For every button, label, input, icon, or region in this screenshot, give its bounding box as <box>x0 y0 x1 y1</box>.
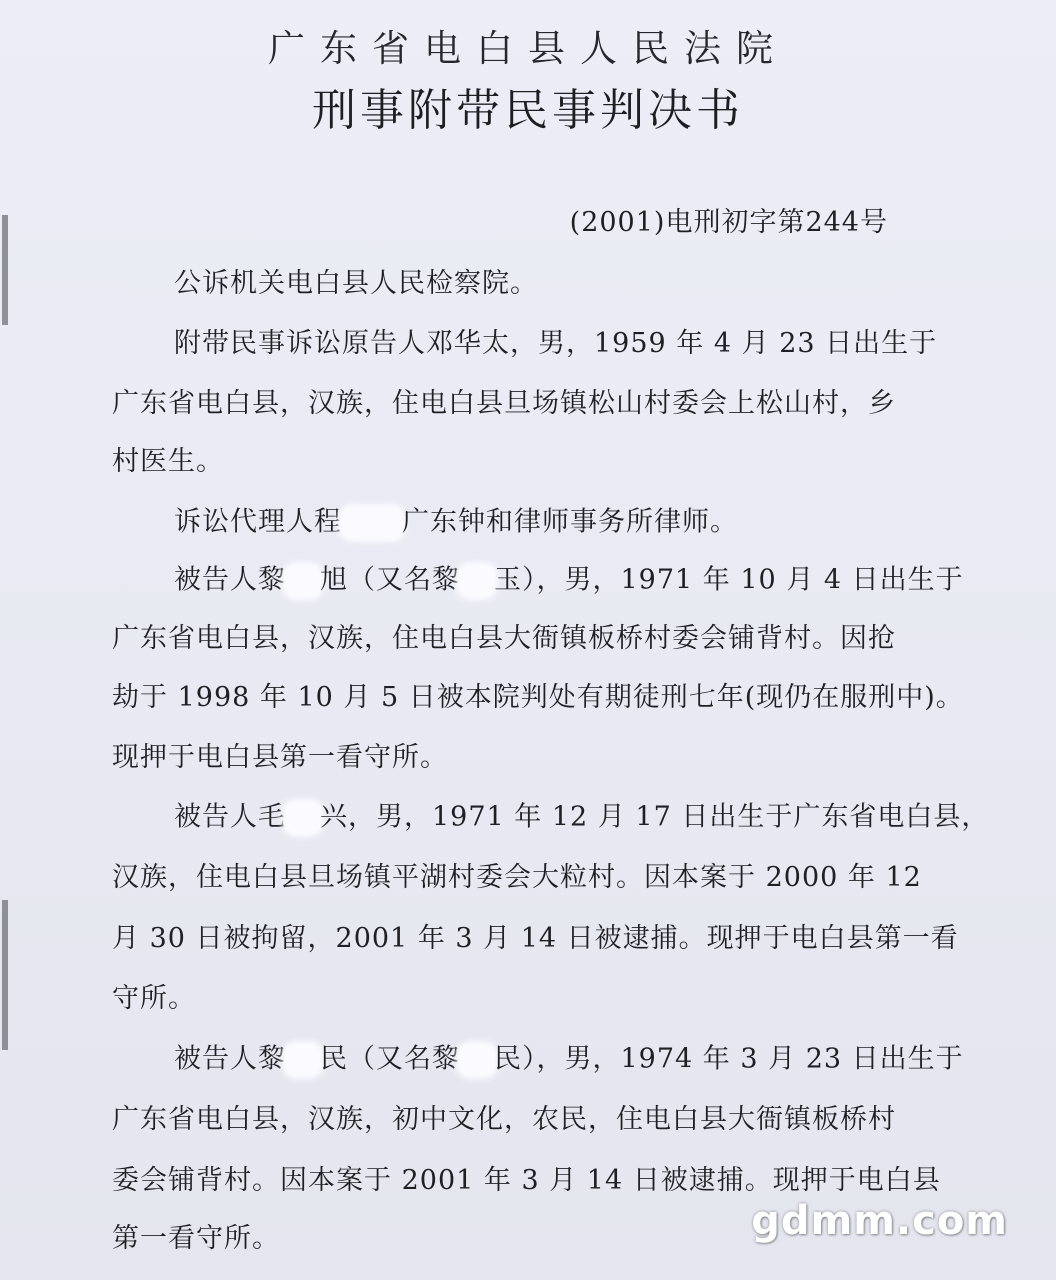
line-text: 被告人黎 <box>174 1043 286 1075</box>
body-line <box>174 1045 964 1075</box>
body-line <box>112 1225 280 1252</box>
line-text: 广东省电白县，汉族，住电白县旦场镇松山村委会上松山村，乡 <box>112 388 896 419</box>
body-line <box>112 390 896 417</box>
body-line <box>112 864 922 891</box>
body-line <box>112 1167 941 1194</box>
line-text: 玉），男，1971 年 10 月 4 日出生于 <box>494 564 964 596</box>
redaction-mark <box>460 566 494 596</box>
line-text: 委会铺背村。因本案于 2001 年 3 月 14 日被逮捕。现押于电白县 <box>112 1165 941 1196</box>
line-text: 劫于 1998 年 10 月 5 日被本院判处有期徒刑七年(现仍在服刑中)。 <box>112 682 964 713</box>
body-line <box>112 1106 896 1133</box>
line-text: 守所。 <box>112 983 196 1014</box>
body-line <box>112 684 964 711</box>
line-text: 诉讼代理人程 <box>174 506 342 538</box>
line-text: 附带民事诉讼原告人邓华太，男，1959 年 4 月 23 日出生于 <box>174 328 938 359</box>
body-line <box>112 925 959 952</box>
line-text: 广东省电白县，汉族，初中文化，农民，住电白县大衙镇板桥村 <box>112 1104 896 1135</box>
body-line <box>112 744 448 771</box>
margin-binding-mark <box>2 900 8 1050</box>
line-text: 村医生。 <box>112 446 224 477</box>
body-line <box>174 330 937 357</box>
body-line <box>112 625 896 652</box>
site-watermark: gdmm.com <box>751 1198 1008 1244</box>
line-text: 被告人毛 <box>174 801 286 833</box>
line-text: 民），男，1974 年 3 月 23 日出生于 <box>494 1043 964 1075</box>
redaction-mark <box>342 508 402 538</box>
body-line <box>112 448 224 475</box>
document-title: 刑事附带民事判决书 <box>312 85 744 136</box>
line-text: 第一看守所。 <box>112 1223 280 1254</box>
line-text: 兴，男，1971 年 12 月 17 日出生于广东省电白县， <box>320 801 990 833</box>
redaction-mark <box>286 566 320 596</box>
margin-binding-mark <box>2 215 8 325</box>
line-text: 旭（又名黎 <box>320 564 460 596</box>
line-text: 广东钟和律师事务所律师。 <box>402 506 738 538</box>
line-text: 民（又名黎 <box>320 1043 460 1075</box>
body-line <box>174 566 964 596</box>
line-text: 月 30 日被拘留，2001 年 3 月 14 日被逮捕。现押于电白县第一看 <box>112 923 959 954</box>
redaction-mark <box>460 1045 494 1075</box>
line-text: 广东省电白县，汉族，住电白县大衙镇板桥村委会铺背村。因抢 <box>112 623 896 654</box>
case-number: (2001)电刑初字第244号 <box>569 207 888 238</box>
body-line <box>112 985 196 1012</box>
body-line <box>174 803 989 833</box>
body-line <box>174 508 738 538</box>
line-text: 现押于电白县第一看守所。 <box>112 742 448 773</box>
line-text: 汉族，住电白县旦场镇平湖村委会大粒村。因本案于 2000 年 12 <box>112 862 922 893</box>
redaction-mark <box>286 803 320 833</box>
court-name: 广东省电白县人民法院 <box>268 27 788 70</box>
line-text: 被告人黎 <box>174 564 286 596</box>
line-text: 公诉机关电白县人民检察院。 <box>174 268 538 299</box>
body-line <box>174 270 538 297</box>
redaction-mark <box>286 1045 320 1075</box>
